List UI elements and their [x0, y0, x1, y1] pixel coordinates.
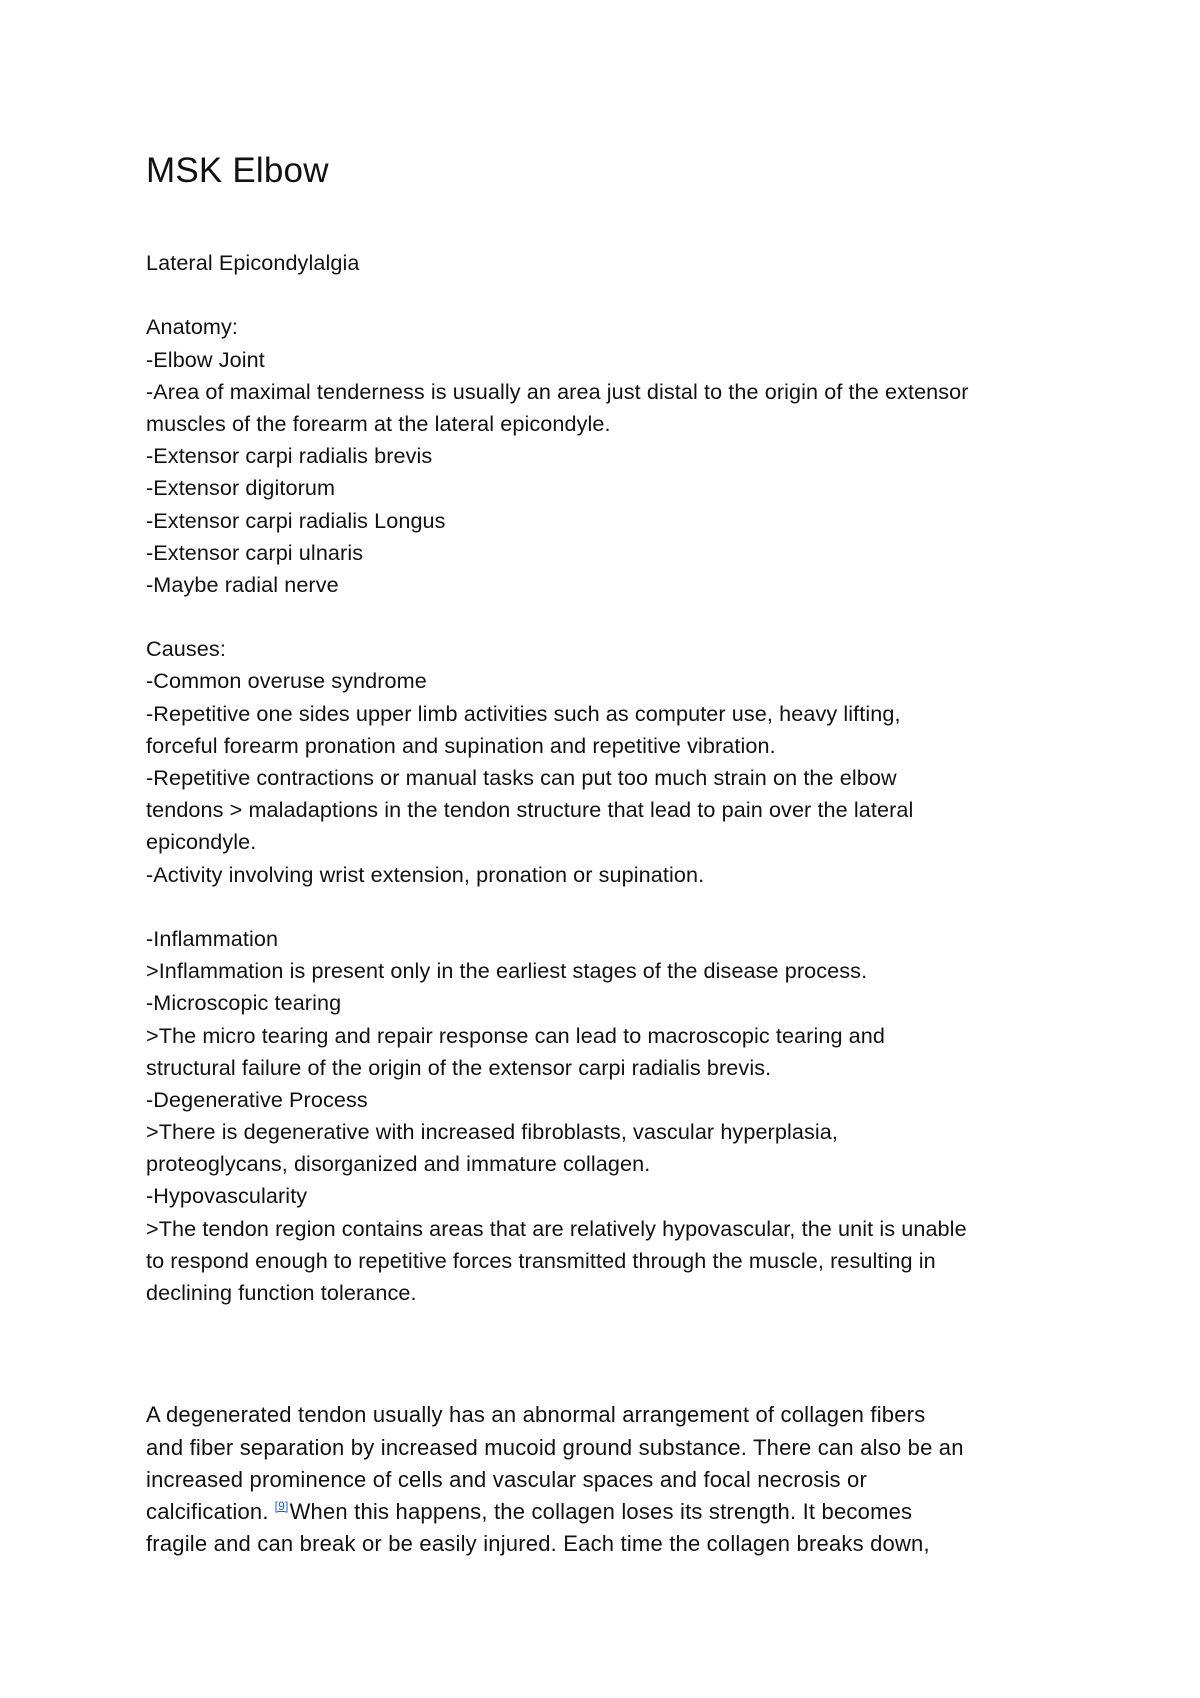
paragraph-text: When this happens, the collagen loses its strength. It becomes	[289, 1498, 913, 1524]
causes-line: epicondyle.	[146, 829, 257, 855]
paragraph-line-with-footnote	[146, 1496, 1076, 1528]
pathology-line: >The micro tearing and repair response can lead to macroscopic tearing and	[146, 1022, 885, 1048]
pathology-line: -Inflammation	[146, 925, 279, 951]
anatomy-line: muscles of the forearm at the lateral epicondyle.	[146, 410, 611, 436]
causes-line: -Repetitive contractions or manual tasks can put too much strain on the elbow	[146, 765, 897, 790]
pathology-line: >The tendon region contains areas that are relatively hypovascular, the unit is unable	[146, 1215, 967, 1241]
anatomy-line: -Extensor carpi radialis brevis	[146, 443, 433, 469]
paragraph-text: calcification.	[146, 1498, 269, 1524]
causes-heading: Causes:	[146, 636, 226, 662]
causes-line: forceful forearm pronation and supination and repetitive vibration.	[146, 732, 776, 758]
paragraph-line: fragile and can break or be easily injured. Each time the collagen breaks down,	[146, 1531, 930, 1557]
causes-line: tendons > maladaptions in the tendon structure that lead to pain over the lateral	[146, 797, 914, 823]
pathology-line: -Degenerative Process	[146, 1086, 368, 1112]
pathology-line: -Microscopic tearing	[146, 990, 342, 1016]
paragraph-line: and fiber separation by increased mucoid ground substance. There can also be an	[146, 1434, 964, 1460]
anatomy-line: -Elbow Joint	[146, 346, 265, 372]
pathology-line: >Inflammation is present only in the earliest stages of the disease process.	[146, 958, 868, 984]
pathology-line: to respond enough to repetitive forces transmitted through the muscle, resulting in	[146, 1247, 936, 1273]
spacer	[146, 1309, 1076, 1367]
document-title: MSK Elbow	[146, 151, 329, 190]
causes-line: -Common overuse syndrome	[146, 668, 427, 694]
pathology-line: -Hypovascularity	[146, 1183, 308, 1209]
pathology-line: proteoglycans, disorganized and immature collagen.	[146, 1151, 651, 1177]
spacer	[146, 601, 1076, 633]
anatomy-heading: Anatomy:	[146, 314, 239, 340]
anatomy-line: -Extensor carpi ulnaris	[146, 539, 364, 565]
paragraph-line: A degenerated tendon usually has an abnormal arrangement of collagen fibers	[146, 1402, 926, 1428]
anatomy-line: -Maybe radial nerve	[146, 571, 339, 597]
anatomy-line: -Area of maximal tenderness is usually an area just distal to the origin of the extensor	[146, 378, 969, 404]
paragraph-line: increased prominence of cells and vascular spaces and focal necrosis or	[146, 1466, 868, 1492]
footnote-link[interactable]: [9]	[274, 1498, 289, 1513]
pathology-line: structural failure of the origin of the extensor carpi radialis brevis.	[146, 1054, 772, 1080]
section-subtitle: Lateral Epicondylalgia	[146, 250, 360, 275]
anatomy-line: -Extensor carpi radialis Longus	[146, 507, 446, 533]
causes-line: -Activity involving wrist extension, pronation or supination.	[146, 861, 705, 887]
spacer	[146, 1367, 1076, 1399]
causes-line: -Repetitive one sides upper limb activities such as computer use, heavy lifting,	[146, 700, 901, 726]
body-paragraph	[146, 1399, 1076, 1560]
pathology-line: >There is degenerative with increased fibroblasts, vascular hyperplasia,	[146, 1119, 838, 1145]
spacer	[146, 891, 1076, 923]
pathology-line: declining function tolerance.	[146, 1280, 417, 1305]
spacer	[146, 279, 1076, 311]
document-body	[146, 247, 1076, 1560]
anatomy-line: -Extensor digitorum	[146, 475, 336, 501]
